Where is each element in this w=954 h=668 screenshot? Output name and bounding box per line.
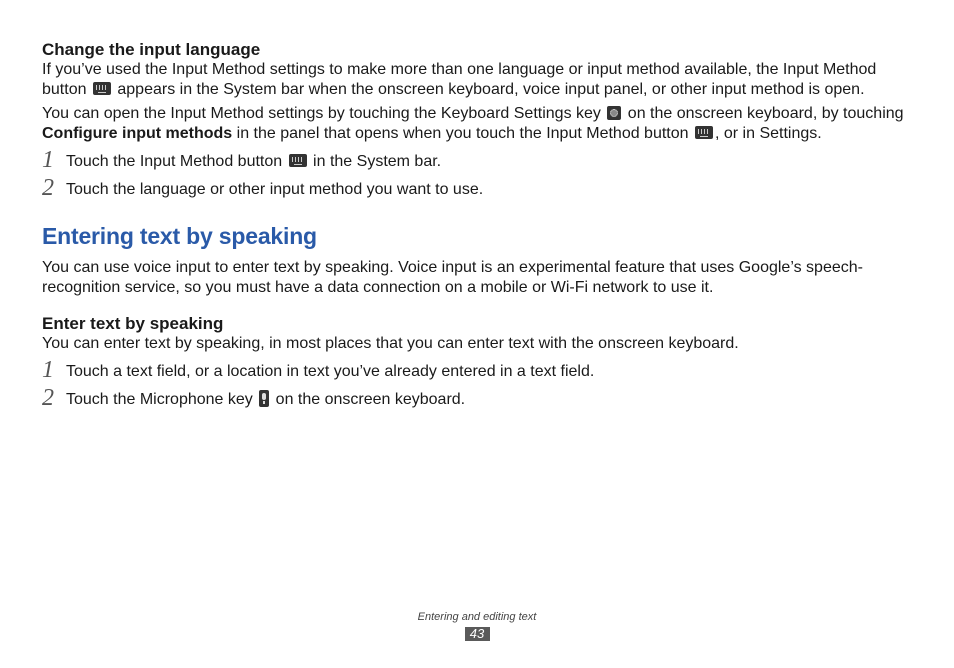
keyboard-icon — [93, 82, 111, 95]
microphone-icon — [259, 390, 269, 407]
step-number: 1 — [42, 147, 54, 173]
section-heading-change-input-language: Change the input language — [42, 40, 261, 59]
keyboard-icon — [695, 126, 713, 139]
page-footer — [0, 610, 954, 643]
step-number: 2 — [42, 175, 54, 201]
paragraph-open-settings: You can open the Input Method settings by touching the Keyboard Settings key on the onscreen keyboard, by touching Configure input methods in the panel that opens when you touch the Input Method button , or in Settings. — [42, 105, 904, 142]
step-number: 2 — [42, 385, 54, 411]
section-heading-enter-text-by-speaking: Enter text by speaking — [42, 314, 224, 333]
step-item: 2 Touch the Microphone key on the onscreen keyboard. — [42, 385, 466, 411]
configure-input-methods-label: Configure input methods — [42, 125, 233, 142]
gear-icon — [607, 106, 621, 120]
page-number: 43 — [465, 627, 490, 641]
step-item: 1 Touch a text field, or a location in text you’ve already entered in a text field. — [42, 357, 595, 383]
step-item: 1 Touch the Input Method button in the System bar. — [42, 147, 442, 173]
page-content — [42, 40, 912, 410]
step-item: 2 Touch the language or other input method you want to use. — [42, 175, 484, 201]
section-title-entering-text-by-speaking: Entering text by speaking — [42, 223, 317, 249]
footer-chapter-title: Entering and editing text — [417, 611, 537, 623]
paragraph-enter-text-by-speaking: You can enter text by speaking, in most places that you can enter text with the onscreen keyboard. — [42, 335, 739, 352]
keyboard-icon — [289, 154, 307, 167]
paragraph-input-method-button: If you’ve used the Input Method settings to make more than one language or input method available, the Input Method button appears in the System bar when the onscreen keyboard, voice input panel, or other input method is open. — [42, 61, 877, 98]
step-number: 1 — [42, 357, 54, 383]
paragraph-voice-input-intro: You can use voice input to enter text by speaking. Voice input is an experimental feature that uses Google’s speech-recognition service, so you must have a data connection on a mobile or Wi-Fi network to use it. — [42, 259, 863, 296]
